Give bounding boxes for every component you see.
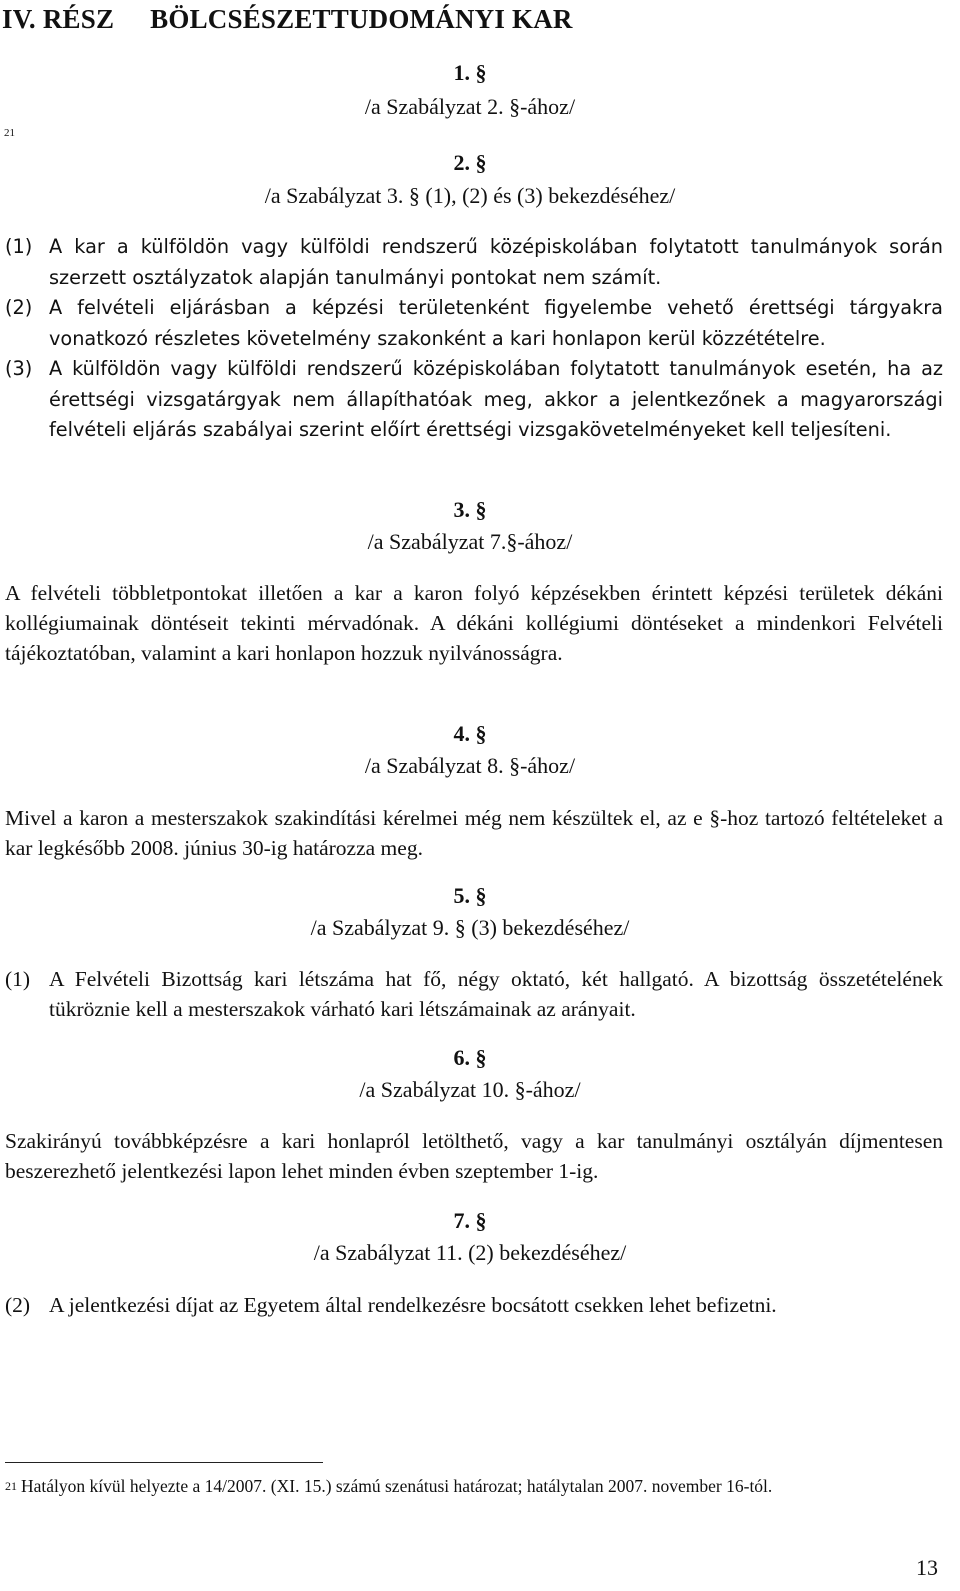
section-3-number: 3. §	[453, 497, 487, 522]
section-1-number: 1. §	[453, 60, 487, 85]
section-2-number: 2. §	[453, 150, 487, 175]
section-6-number: 6. §	[453, 1045, 487, 1070]
section-2-item-1	[5, 232, 943, 293]
section-1-reference: /a Szabályzat 2. §-ához/	[364, 94, 576, 119]
section-5-number: 5. §	[453, 883, 487, 908]
section-2-item-2	[5, 293, 943, 354]
footnote-text: Hatályon kívül helyezte a 14/2007. (XI. 15.) számú szenátusi határozat; hatálytalan 2007. november 16-tól.	[21, 1476, 773, 1496]
section-4-reference: /a Szabályzat 8. §-ához/	[364, 753, 576, 778]
item-text: A Felvételi Bizottság kari létszáma hat fő, négy oktató, két hallgató. A bizottság összetételének tükröznie kell a mesterszakok várható kari létszámainak az arányait.	[49, 967, 943, 1021]
section-7-reference: /a Szabályzat 11. (2) bekezdéséhez/	[313, 1240, 627, 1265]
section-4-paragraph: Mivel a karon a mesterszakok szakindítási kérelmei még nem készültek el, az e §-hoz tartozó feltételeket a kar legkésőbb 2008. június 30-ig határozza meg.	[5, 806, 943, 860]
footnote-separator	[5, 1462, 323, 1463]
part-label: IV. RÉSZ	[2, 4, 115, 34]
item-number: (1)	[5, 967, 31, 991]
footnote-reference-marker: 21	[4, 127, 15, 139]
section-2-item-3	[5, 354, 943, 446]
item-text: A külföldön vagy külföldi rendszerű középiskolában folytatott tanulmányok esetén, ha az érettségi vizsgatárgyak nem állapíthatóak meg, akkor a jelentkezőnek a magyarországi felvételi eljárás szabályai szerint előírt érettségi vizsgakövetelményeket kell teljesíteni.	[49, 357, 943, 441]
section-4-number: 4. §	[453, 721, 487, 746]
item-text: A jelentkezési díjat az Egyetem által rendelkezésre bocsátott csekken lehet befizetni.	[49, 1293, 777, 1317]
footnote	[5, 1474, 943, 1498]
section-6-paragraph: Szakirányú továbbképzésre a kari honlapról letölthető, vagy a kar tanulmányi osztályán díjmentesen beszerezhető jelentkezési lapon lehet minden évben szeptember 1-ig.	[5, 1129, 943, 1183]
section-5-item-1	[5, 964, 943, 1024]
section-7-number: 7. §	[453, 1208, 487, 1233]
item-number: (2)	[5, 296, 33, 319]
footnote-marker: 21	[5, 1479, 17, 1493]
item-number: (3)	[5, 357, 33, 380]
section-3-reference: /a Szabályzat 7.§-ához/	[367, 529, 573, 554]
section-7-item-2	[5, 1290, 943, 1320]
section-2-reference: /a Szabályzat 3. § (1), (2) és (3) bekezdéséhez/	[264, 183, 676, 208]
section-6-reference: /a Szabályzat 10. §-ához/	[359, 1077, 581, 1102]
item-number: (2)	[5, 1293, 31, 1317]
section-5-reference: /a Szabályzat 9. § (3) bekezdéséhez/	[310, 915, 630, 940]
page-number: 13	[916, 1555, 938, 1580]
item-text: A kar a külföldön vagy külföldi rendszerű középiskolában folytatott tanulmányok során szerzett osztályzatok alapján tanulmányi pontokat nem számít.	[49, 235, 943, 289]
part-heading	[2, 4, 573, 35]
item-text: A felvételi eljárásban a képzési területenként figyelembe vehető érettségi tárgyakra vonatkozó részletes követelmény szakonként a kari honlapon kerül közzétételre.	[49, 296, 943, 350]
item-number: (1)	[5, 235, 33, 258]
faculty-title: BÖLCSÉSZETTUDOMÁNYI KAR	[150, 4, 573, 34]
section-3-paragraph: A felvételi többletpontokat illetően a kar a karon folyó képzésekben érintett képzési területek dékáni kollégiumainak döntéseit tekinti mérvadónak. A dékáni kollégiumi döntéseket a mindenkori Felvételi tájékoztatóban, valamint a kari honlapon hozzuk nyilvánosságra.	[5, 581, 943, 665]
